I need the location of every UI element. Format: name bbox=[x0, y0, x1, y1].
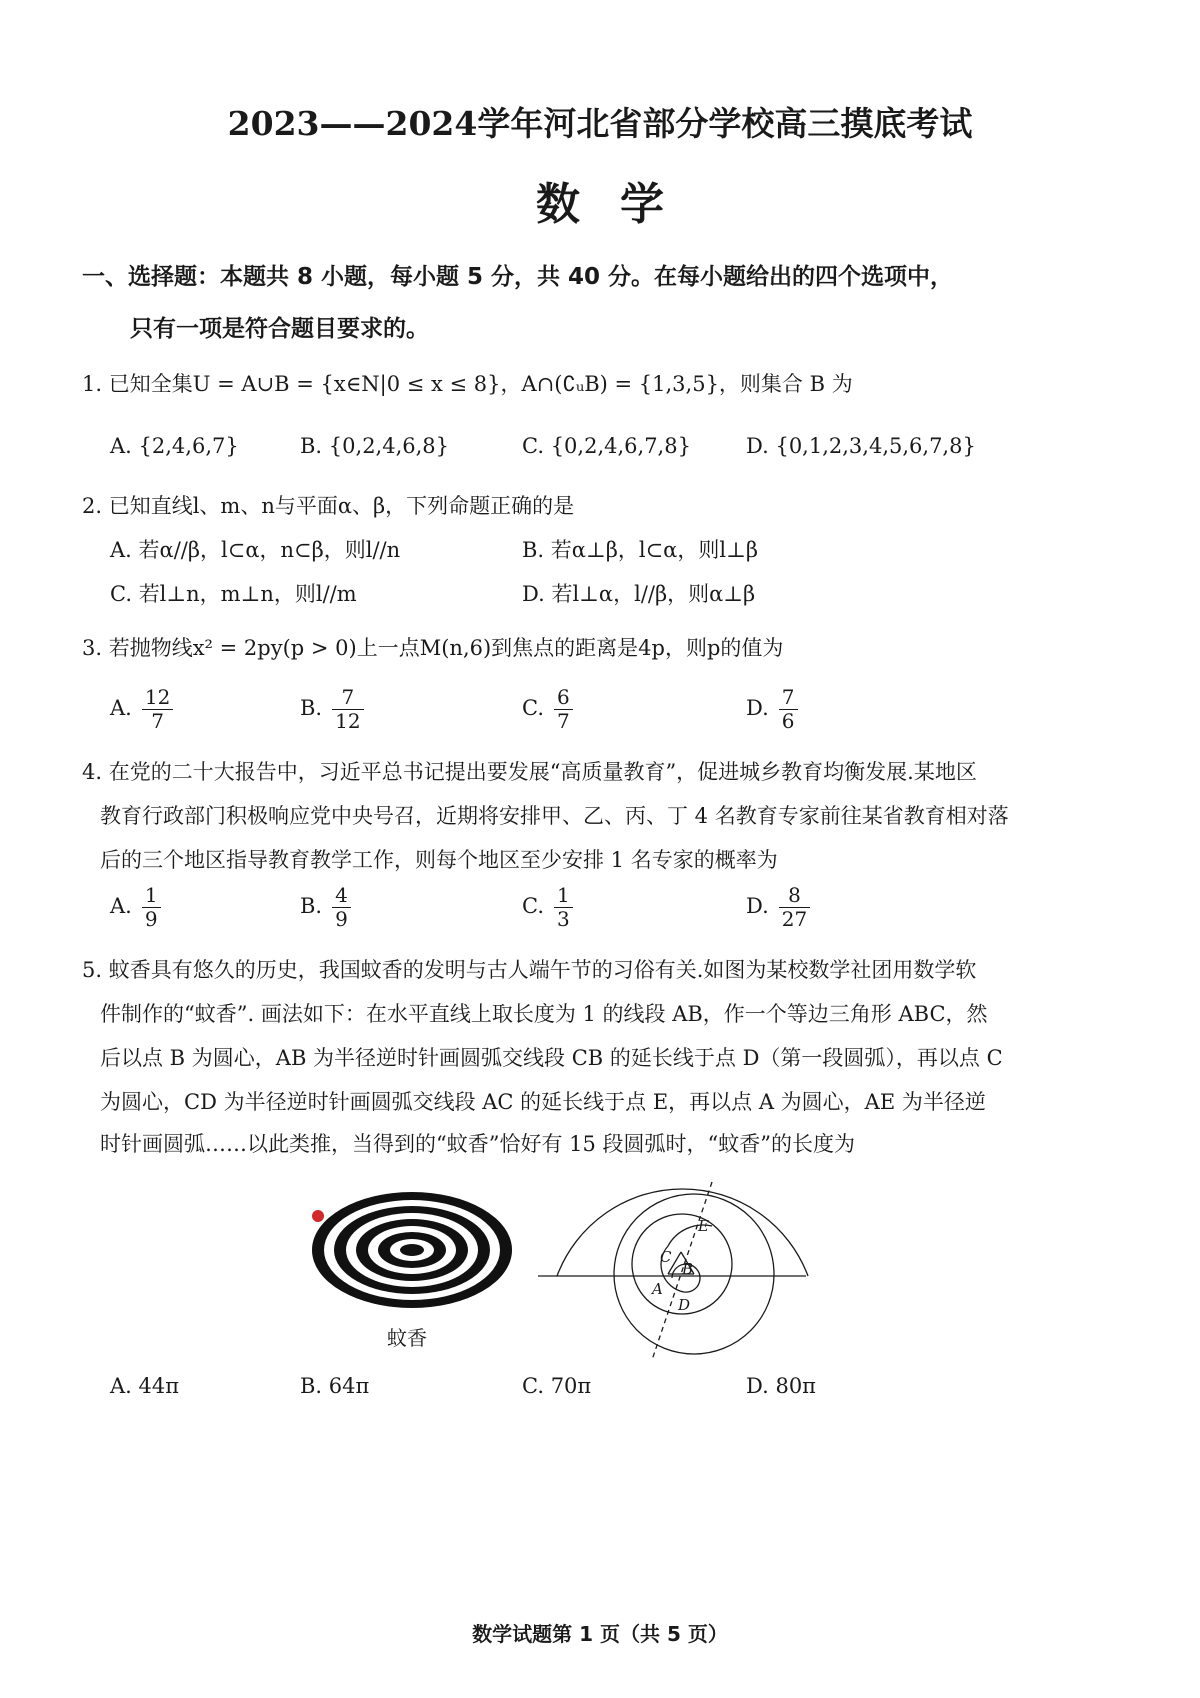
option-label: D. bbox=[522, 582, 545, 606]
q1-option-c bbox=[522, 434, 691, 458]
option-text: 若α⊥β，l⊂α，则l⊥β bbox=[550, 538, 758, 562]
option-text: 若l⊥α，l//β，则α⊥β bbox=[551, 582, 756, 606]
coil-caption: 蚊香 bbox=[387, 1326, 427, 1350]
option-text: 64π bbox=[328, 1374, 370, 1398]
option-label: A. bbox=[110, 1374, 132, 1398]
q3-option-c bbox=[522, 686, 573, 733]
option-label: B. bbox=[300, 434, 323, 458]
option-label: B. bbox=[300, 894, 323, 918]
q4-option-a bbox=[110, 884, 161, 931]
section-heading-line2: 只有一项是符合题目要求的。 bbox=[130, 316, 429, 342]
mosquito-coil-image bbox=[300, 1172, 530, 1322]
option-text: {2,4,6,7} bbox=[138, 434, 239, 458]
q5-option-b bbox=[300, 1374, 369, 1398]
q1-option-b bbox=[300, 434, 449, 458]
option-text: {0,1,2,3,4,5,6,7,8} bbox=[775, 434, 976, 458]
question-1-stem: 1. 已知全集U = A∪B = {x∈N|0 ≤ x ≤ 8}，A∩(∁ᵤB) = {1,3,5}，则集合 B 为 bbox=[82, 372, 853, 396]
option-label: C. bbox=[110, 582, 132, 606]
point-label-e: E bbox=[698, 1217, 709, 1235]
denominator: 9 bbox=[335, 907, 348, 931]
fraction bbox=[554, 884, 573, 931]
q4-option-b bbox=[300, 884, 351, 931]
question-5-line1: 5. 蚊香具有悠久的历史，我国蚊香的发明与古人端午节的习俗有关.如图为某校数学社团用数学软 bbox=[82, 958, 977, 982]
option-text: 若α//β，l⊂α，n⊂β，则l//n bbox=[138, 538, 401, 562]
q5-option-c bbox=[522, 1374, 591, 1398]
option-label: C. bbox=[522, 894, 544, 918]
q5-option-a bbox=[110, 1374, 179, 1398]
option-label: D. bbox=[746, 434, 769, 458]
q2-option-d bbox=[522, 578, 755, 608]
spiral-construction-diagram bbox=[532, 1170, 812, 1370]
point-label-c: C bbox=[660, 1248, 672, 1266]
numerator: 4 bbox=[332, 884, 351, 908]
option-text: 80π bbox=[775, 1374, 816, 1398]
q2-option-b bbox=[522, 534, 758, 564]
numerator: 7 bbox=[779, 686, 798, 710]
question-4-line2: 教育行政部门积极响应党中央号召，近期将安排甲、乙、丙、丁 4 名教育专家前往某省教育相对落 bbox=[100, 804, 1009, 828]
fraction bbox=[332, 884, 351, 931]
numerator: 7 bbox=[332, 686, 363, 710]
numerator: 8 bbox=[779, 884, 810, 908]
exam-title: 2023——2024学年河北省部分学校高三摸底考试 bbox=[227, 104, 973, 143]
option-label: D. bbox=[746, 894, 769, 918]
fraction bbox=[142, 686, 173, 733]
option-label: C. bbox=[522, 696, 544, 720]
point-label-b: B bbox=[682, 1260, 694, 1278]
q5-option-d bbox=[746, 1374, 816, 1398]
denominator: 6 bbox=[781, 709, 795, 733]
option-text: 若l⊥n，m⊥n，则l//m bbox=[138, 582, 357, 606]
section-heading-line1: 一、选择题：本题共 8 小题，每小题 5 分，共 40 分。在每小题给出的四个选项中， bbox=[82, 264, 954, 290]
q3-option-d bbox=[746, 686, 798, 733]
option-label: A. bbox=[110, 894, 132, 918]
denominator: 9 bbox=[144, 907, 158, 931]
option-label: B. bbox=[300, 696, 323, 720]
option-label: B. bbox=[522, 538, 545, 562]
question-4-line3: 后的三个地区指导教育教学工作，则每个地区至少安排 1 名专家的概率为 bbox=[100, 848, 778, 872]
option-label: C. bbox=[522, 434, 544, 458]
point-label-a: A bbox=[652, 1280, 663, 1298]
option-label: C. bbox=[522, 1374, 544, 1398]
option-text: 70π bbox=[550, 1374, 592, 1398]
numerator: 6 bbox=[554, 686, 573, 710]
q3-option-b bbox=[300, 686, 364, 733]
q1-option-d bbox=[746, 434, 976, 458]
question-5-line5: 时针画圆弧……以此类推，当得到的“蚊香”恰好有 15 段圆弧时，“蚊香”的长度为 bbox=[100, 1132, 856, 1156]
q1-option-a bbox=[110, 434, 239, 458]
option-label: A. bbox=[110, 696, 132, 720]
option-label: A. bbox=[110, 434, 132, 458]
question-5-line4: 为圆心，CD 为半径逆时针画圆弧交线段 AC 的延长线于点 E，再以点 A 为圆心，AE 为半径逆 bbox=[100, 1090, 986, 1114]
option-label: D. bbox=[746, 1374, 769, 1398]
denominator: 3 bbox=[557, 907, 570, 931]
option-label: B. bbox=[300, 1374, 323, 1398]
option-label: A. bbox=[110, 538, 132, 562]
question-2-stem: 2. 已知直线l、m、n与平面α、β，下列命题正确的是 bbox=[82, 494, 575, 518]
numerator: 12 bbox=[142, 686, 173, 710]
numerator: 1 bbox=[142, 884, 161, 908]
denominator: 7 bbox=[557, 709, 570, 733]
numerator: 1 bbox=[554, 884, 573, 908]
fraction bbox=[779, 686, 798, 733]
option-text: 44π bbox=[138, 1374, 180, 1398]
fraction bbox=[554, 686, 573, 733]
q4-option-d bbox=[746, 884, 810, 931]
subject-title: 数学 bbox=[536, 179, 704, 230]
coil-center bbox=[400, 1244, 424, 1256]
coil-burning-tip bbox=[312, 1210, 324, 1222]
q4-option-c bbox=[522, 884, 573, 931]
q3-option-a bbox=[110, 686, 173, 733]
fraction bbox=[142, 884, 161, 931]
option-text: {0,2,4,6,7,8} bbox=[550, 434, 691, 458]
denominator: 12 bbox=[335, 709, 361, 733]
question-4-line1: 4. 在党的二十大报告中，习近平总书记提出要发展“高质量教育”，促进城乡教育均衡发展.某地区 bbox=[82, 760, 977, 784]
option-label: D. bbox=[746, 696, 769, 720]
q2-option-c bbox=[110, 578, 357, 608]
question-3-stem: 3. 若抛物线x² = 2py(p > 0)上一点M(n,6)到焦点的距离是4p，则p的值为 bbox=[82, 636, 784, 660]
denominator: 7 bbox=[151, 709, 164, 733]
point-label-d: D bbox=[678, 1296, 691, 1314]
question-5-line3: 后以点 B 为圆心，AB 为半径逆时针画圆弧交线段 CB 的延长线于点 D（第一段圆弧），再以点 C bbox=[100, 1046, 1003, 1070]
fraction bbox=[779, 884, 810, 931]
page-footer: 数学试题第 1 页（共 5 页） bbox=[472, 1622, 728, 1646]
option-text: {0,2,4,6,8} bbox=[328, 434, 450, 458]
fraction bbox=[332, 686, 363, 733]
denominator: 27 bbox=[781, 907, 808, 931]
q2-option-a bbox=[110, 534, 400, 564]
question-5-line2: 件制作的“蚊香”. 画法如下：在水平直线上取长度为 1 的线段 AB，作一个等边三角形 ABC，然 bbox=[100, 1002, 988, 1026]
